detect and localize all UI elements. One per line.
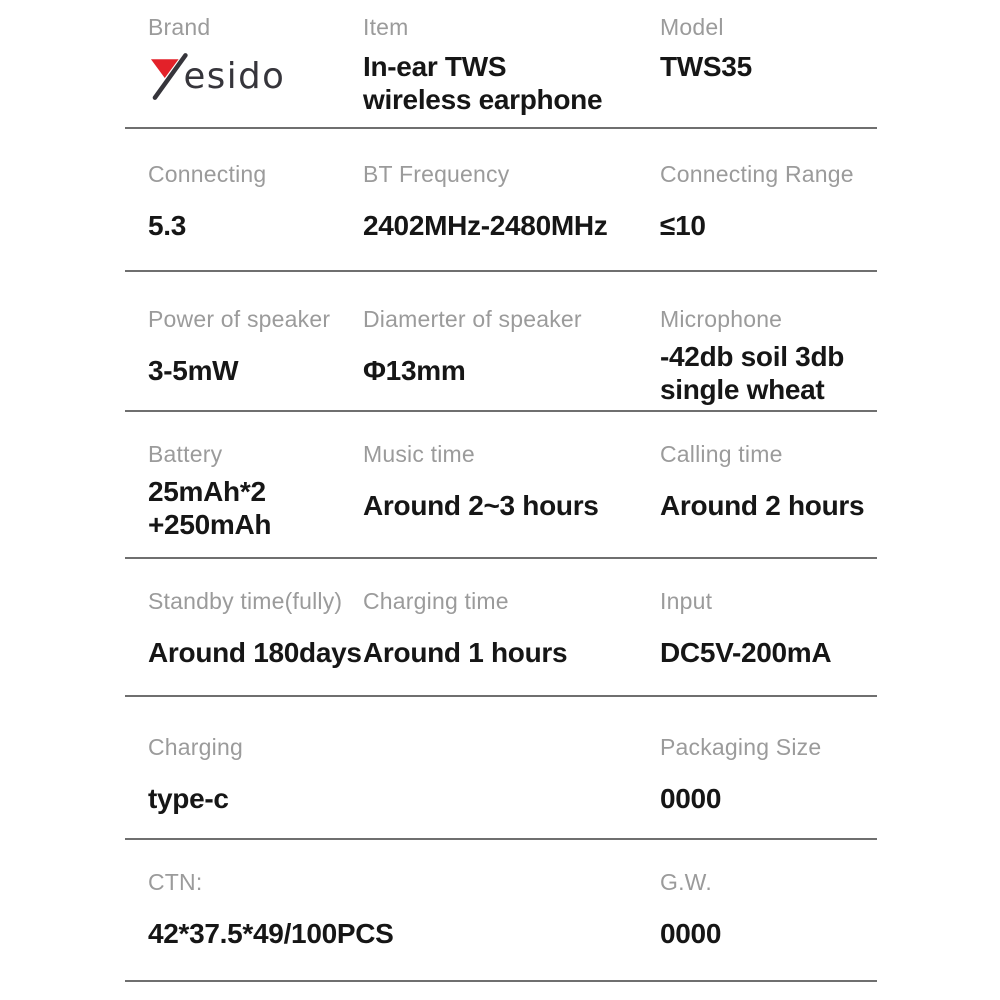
yesido-logo-text: esido <box>183 55 286 97</box>
spec-row-charging <box>125 697 877 840</box>
spec-value-line: 25mAh*2 <box>148 476 266 507</box>
spec-value-item <box>363 50 602 116</box>
spec-value-power-of-speaker: 3-5mW <box>148 355 239 386</box>
spec-cell-connecting <box>148 129 363 270</box>
spec-label-packaging-size: Packaging Size <box>660 734 822 760</box>
spec-value-model: TWS35 <box>660 51 752 82</box>
spec-value-line: In-ear TWS <box>363 51 507 82</box>
spec-cell-charging <box>148 697 363 838</box>
spec-value-packaging-size: 0000 <box>660 783 722 814</box>
spec-row-connecting <box>125 129 877 272</box>
spec-label-charging: Charging <box>148 734 243 760</box>
spec-value-connecting: 5.3 <box>148 210 187 241</box>
spec-row-standby <box>125 559 877 697</box>
spec-cell-battery <box>148 412 363 557</box>
spec-label-bt-frequency: BT Frequency <box>363 161 510 187</box>
spec-label-calling-time: Calling time <box>660 441 783 467</box>
spec-label-charging-time: Charging time <box>363 588 509 614</box>
spec-label-standby-time: Standby time(fully) <box>148 588 343 614</box>
spec-cell-gross-weight <box>660 840 877 980</box>
spec-label-gross-weight: G.W. <box>660 869 712 895</box>
spec-value-ctn: 42*37.5*49/100PCS <box>148 918 394 949</box>
spec-cell-input <box>660 559 877 695</box>
spec-label-battery: Battery <box>148 441 223 467</box>
spec-cell-brand <box>148 0 363 127</box>
spec-label-item: Item <box>363 14 409 40</box>
spec-cell-diameter-of-speaker <box>363 272 660 410</box>
spec-value-microphone <box>660 340 844 406</box>
spec-label-music-time: Music time <box>363 441 475 467</box>
spec-cell-power-of-speaker <box>148 272 363 410</box>
spec-cell-bt-frequency <box>363 129 660 270</box>
spec-cell-empty <box>363 840 660 980</box>
spec-label-brand: Brand <box>148 14 211 40</box>
spec-cell-calling-time <box>660 412 877 557</box>
yesido-logo <box>148 52 286 100</box>
spec-label-microphone: Microphone <box>660 306 783 332</box>
spec-value-line: wireless earphone <box>363 84 603 115</box>
spec-value-music-time: Around 2~3 hours <box>363 490 599 521</box>
spec-table <box>125 0 877 982</box>
spec-label-connecting-range: Connecting Range <box>660 161 854 187</box>
spec-label-input: Input <box>660 588 713 614</box>
spec-cell-item <box>363 0 660 127</box>
spec-value-bt-frequency: 2402MHz-2480MHz <box>363 210 608 241</box>
spec-cell-connecting-range <box>660 129 877 270</box>
spec-value-line: +250mAh <box>148 509 272 540</box>
spec-row-battery <box>125 412 877 559</box>
spec-label-model: Model <box>660 14 724 40</box>
spec-cell-model <box>660 0 877 127</box>
spec-value-line: -42db soil 3db <box>660 341 845 372</box>
spec-row-ctn <box>125 840 877 982</box>
spec-value-battery <box>148 475 271 541</box>
spec-value-connecting-range: ≤10 <box>660 210 706 241</box>
spec-value-charging-time: Around 1 hours <box>363 637 568 668</box>
spec-value-line: single wheat <box>660 374 825 405</box>
spec-label-diameter-of-speaker: Diamerter of speaker <box>363 306 582 332</box>
spec-value-calling-time: Around 2 hours <box>660 490 865 521</box>
spec-cell-empty <box>363 697 660 838</box>
spec-label-ctn: CTN: <box>148 869 203 895</box>
spec-cell-ctn <box>148 840 394 980</box>
spec-cell-music-time <box>363 412 660 557</box>
spec-row-brand <box>125 0 877 129</box>
spec-value-input: DC5V-200mA <box>660 637 832 668</box>
spec-label-connecting: Connecting <box>148 161 267 187</box>
spec-value-diameter-of-speaker: Φ13mm <box>363 355 466 386</box>
spec-row-speaker <box>125 272 877 412</box>
spec-cell-microphone <box>660 272 877 410</box>
spec-cell-packaging-size <box>660 697 877 838</box>
spec-label-power-of-speaker: Power of speaker <box>148 306 331 332</box>
spec-cell-charging-time <box>363 559 660 695</box>
spec-value-charging: type-c <box>148 783 229 814</box>
spec-cell-standby-time <box>148 559 363 695</box>
spec-value-gross-weight: 0000 <box>660 918 722 949</box>
spec-value-standby-time: Around 180days <box>148 637 362 668</box>
